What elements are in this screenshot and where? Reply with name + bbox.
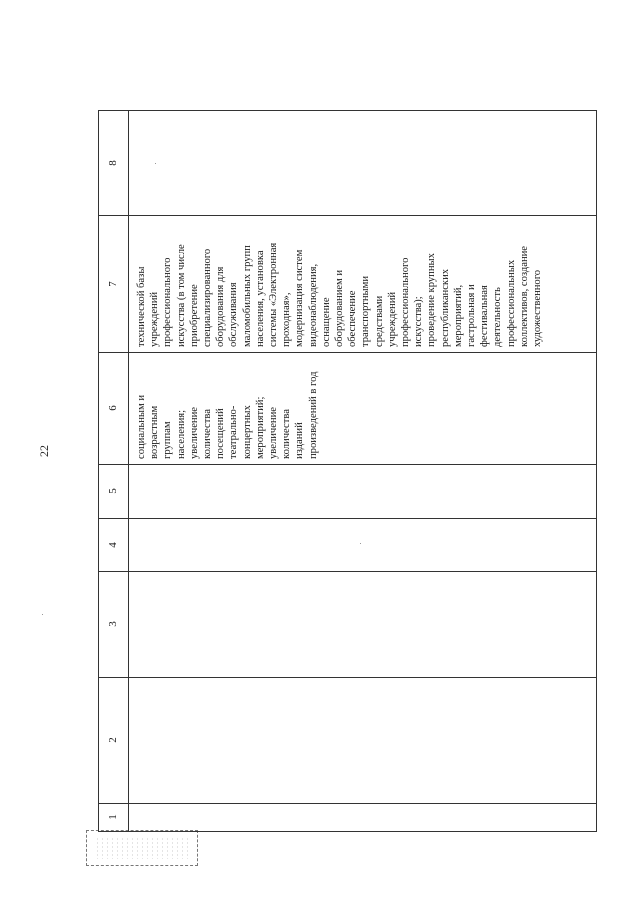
column-header-5: 5 (107, 488, 119, 494)
cell-text-line: искусства); (413, 296, 425, 347)
cell-text-line: мероприятий; (254, 396, 266, 459)
cell-text-line: специализированного (202, 248, 214, 347)
cell-text-line: концертных (241, 405, 253, 459)
cell-text-line: количества (202, 409, 214, 459)
column-header-1: 1 (107, 814, 119, 820)
column-8-cell (130, 112, 590, 212)
cell-text-line: группам (162, 421, 174, 459)
cell-text-line: транспортными (360, 275, 372, 347)
column-7-cell (135, 243, 544, 350)
cell-text-line: профессионального (400, 257, 412, 347)
cell-text-line: учреждений (386, 291, 398, 347)
column-header-3: 3 (107, 621, 119, 627)
cell-text-line: проходная», (281, 292, 293, 347)
cell-text-line: учреждений (149, 291, 161, 347)
cell-text-line: населения, установка (254, 250, 266, 347)
cell-text-line: профессиональных (505, 259, 517, 347)
cell-text-line: искусства (в том числе (175, 244, 187, 347)
cell-text-line: мероприятий, (452, 284, 464, 347)
cell-text-line: художественного (532, 269, 544, 347)
page-number: 22 (37, 445, 51, 457)
cell-text-line: модернизация систем (294, 249, 306, 347)
column-header-7: 7 (107, 280, 119, 287)
column-divider-4-3 (98, 571, 597, 572)
cell-text-line: фестивальная (479, 285, 491, 347)
cell-text-line: технической базы (136, 266, 147, 347)
cell-text-line: системы «Электронная (268, 242, 280, 347)
cell-text-line: увеличение (268, 407, 280, 459)
cell-text-line: населения; (175, 409, 187, 459)
cell-text-line: обслуживания (228, 282, 240, 347)
cell-text-line: приобретение (188, 284, 200, 347)
column-divider-5-4 (98, 518, 597, 519)
column-header-8: 8 (107, 159, 119, 166)
cell-text-line: республиканских (439, 268, 451, 347)
cell-text-line: гастрольная и (466, 284, 478, 347)
cell-text-line: возрастным (149, 405, 161, 459)
column-divider-8-7 (98, 215, 597, 216)
table-border-bottom (98, 831, 597, 832)
column-6-cell (135, 372, 320, 462)
cell-text-line: видеонаблюдения, (307, 263, 319, 347)
column-divider-2-1 (98, 803, 597, 804)
cell-text-line: оснащение (320, 297, 332, 347)
table-border-right (596, 110, 597, 831)
scan-mark (360, 543, 361, 544)
cell-text-line: оборудованием и (334, 269, 346, 347)
cell-text-line: посещений (215, 408, 227, 459)
cell-text-line: деятельность (492, 287, 504, 347)
cell-text-line: оборудования для (215, 266, 227, 347)
header-column-divider (128, 110, 129, 831)
scan-stamp (86, 830, 198, 866)
cell-text-line: коллективов, создание (518, 246, 530, 347)
cell-text-line: театрально- (228, 405, 240, 459)
cell-text-line: обеспечение (347, 290, 359, 347)
column-header-6: 6 (107, 405, 119, 411)
cell-text-line: социальным и (136, 394, 147, 459)
column-header-2: 2 (107, 737, 119, 743)
column-divider-3-2 (98, 677, 597, 678)
cell-text-line: маломобильных групп (241, 245, 253, 347)
cell-text-line: средствами (373, 295, 385, 347)
cell-text-line: увеличение (188, 407, 200, 459)
scan-mark (42, 614, 43, 615)
cell-text-line: профессионального (162, 257, 174, 347)
column-divider-6-5 (98, 464, 597, 465)
cell-text-line: количества (281, 409, 293, 459)
cell-text-line: произведений в год (307, 371, 319, 459)
cell-text-line: изданий (294, 422, 306, 459)
table-border-top (98, 110, 597, 111)
column-header-4: 4 (107, 541, 119, 548)
column-divider-7-6 (98, 352, 597, 353)
cell-text-line: проведение крупных (426, 253, 438, 347)
